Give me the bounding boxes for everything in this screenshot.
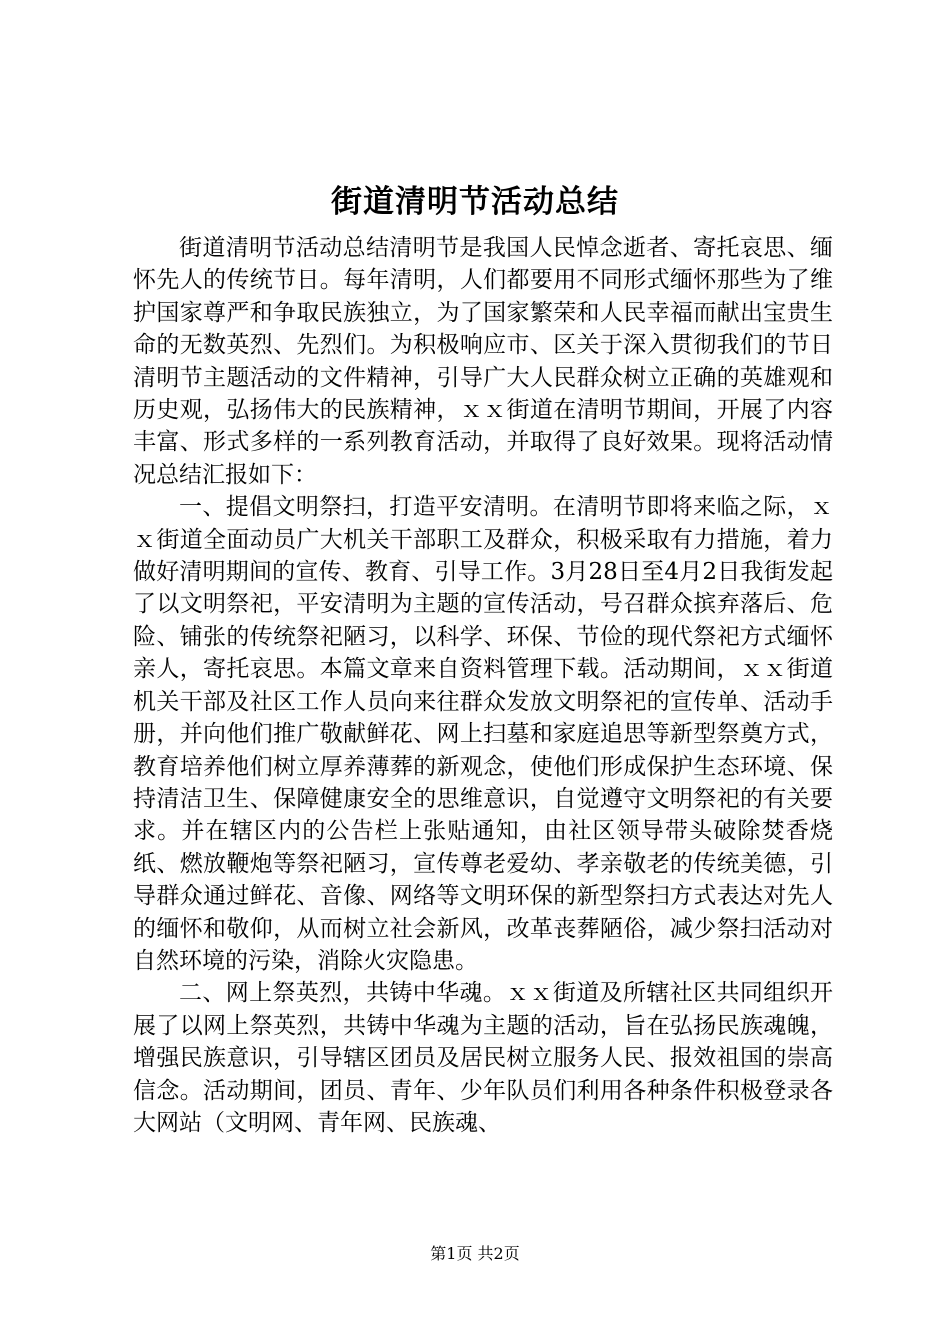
paragraph-section-2: 二、网上祭英烈，共铸中华魂。ｘｘ街道及所辖社区共同组织开展了以网上祭英烈，共铸中华魂为主题的活动，旨在弘扬民族魂魄，增强民族意识，引导辖区团员及居民树立服务人民、报效祖国的崇高信念。活动期间，团员、青年、少年队员们利用各种条件积极登录各大网站（文明网、青年网、民族魂、 <box>133 980 833 1136</box>
paragraph-intro: 街道清明节活动总结清明节是我国人民悼念逝者、寄托哀思、缅怀先人的传统节日。每年清明，人们都要用不同形式缅怀那些为了维护国家尊严和争取民族独立，为了国家繁荣和人民幸福而献出宝贵生命的无数英烈、先烈们。为积极响应市、区关于深入贯彻我们的节日清明节主题活动的文件精神，引导广大人民群众树立正确的英雄观和历史观，弘扬伟大的民族精神，ｘｘ街道在清明节期间，开展了内容丰富、形式多样的一系列教育活动，并取得了良好效果。现将活动情况总结汇报如下： <box>133 235 833 488</box>
paragraph-section-1: 一、提倡文明祭扫，打造平安清明。在清明节即将来临之际，ｘｘ街道全面动员广大机关干部职工及群众，积极采取有力措施，着力做好清明期间的宣传、教育、引导工作。3月28日至4月2日我街发起了以文明祭祀，平安清明为主题的宣传活动，号召群众摈弃落后、危险、铺张的传统祭祀陋习，以科学、环保、节俭的现代祭祀方式缅怀亲人，寄托哀思。本篇文章来自资料管理下载。活动期间，ｘｘ街道机关干部及社区工作人员向来往群众发放文明祭祀的宣传单、活动手册，并向他们推广敬献鲜花、网上扫墓和家庭追思等新型祭奠方式，教育培养他们树立厚养薄葬的新观念，使他们形成保护生态环境、保持清洁卫生、保障健康安全的思维意识，自觉遵守文明祭祀的有关要求。并在辖区内的公告栏上张贴通知，由社区领导带头破除焚香烧纸、燃放鞭炮等祭祀陋习，宣传尊老爱幼、孝亲敬老的传统美德，引导群众通过鲜花、音像、网络等文明环保的新型祭扫方式表达对先人的缅怀和敬仰，从而树立社会新风，改革丧葬陋俗，减少祭扫活动对自然环境的污染，消除火灾隐患。 <box>133 494 833 974</box>
document-body <box>133 232 833 1139</box>
page-footer: 第1页 共2页 <box>430 1244 520 1263</box>
document-title: 街道清明节活动总结 <box>331 184 619 220</box>
